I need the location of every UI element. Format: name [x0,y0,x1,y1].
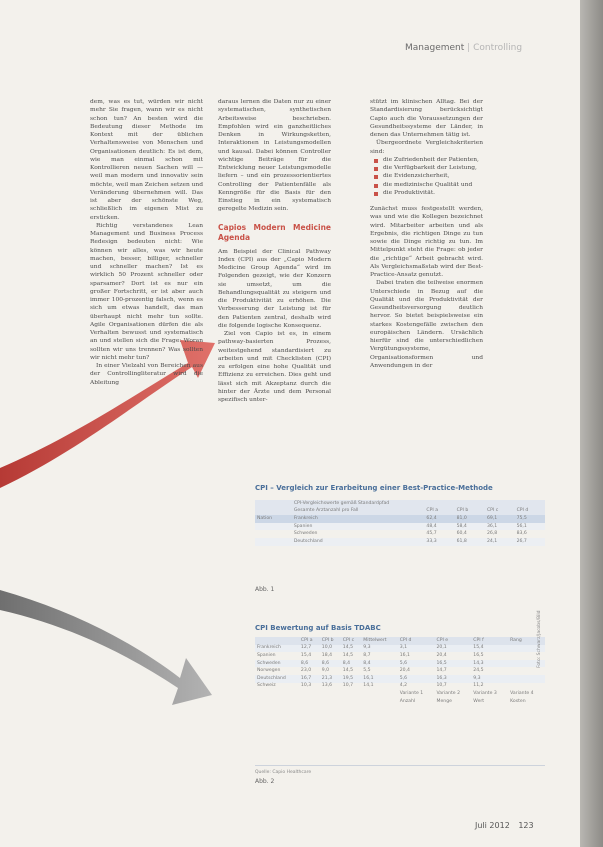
table-cell: 10,7 [342,683,354,689]
table-cell: 16,5 [435,660,472,668]
figure-1-title: CPI – Vergleich zur Erarbeitung einer Best-Practice-Methode [255,484,493,492]
table-cell: 16,1 [361,675,397,683]
table-cell: 81,0 [455,515,485,523]
table-footer-row [255,698,545,706]
table-cell: 36,1 [485,523,515,531]
table-cell: Variante 3 [473,691,497,697]
section-name: Management [405,43,465,53]
table-footer-row [255,690,545,698]
table-cell: 20,1 [435,645,472,653]
table-cell: CPI f [471,637,508,645]
table-cell: 19,5 [341,675,362,683]
list-item: die Verfügbarkeit der Leistung, [374,164,483,172]
table-cell: Spanien [292,523,425,531]
table-row [255,667,545,675]
table-cell: 16,5 [473,653,484,658]
paragraph: Richtig verstandenes Lean Management und Business Process Redesign bedeuten nicht: Wie können wir alles, was wir heute machen, besser, billiger, schneller und schneller machen? Ist es wirklich 50 Prozent schneller oder sparsamer? Dort ist es nur ein großer Fortschritt, er ist aber auch immer 100-prozentig falsch, wenn es sich um etwas handelt, das man überhaupt nicht mehr tun sollte. Agile Organisationen dürfen die als Verhalten bewusst und systematisch an und stellen sich die Frage: Woran sollten wir uns trennen? Was sollten wir nicht mehr tun? [90,222,203,361]
table-cell: 20,4 [436,653,447,658]
table-cell: CPI b [320,637,341,645]
table-cell: 15,4 [300,653,312,658]
figure-2-title: CPI Bewertung auf Basis TDABC [255,624,381,632]
paragraph: Übergeordnete Vergleichskriterien sind: [370,140,483,155]
page-footer [475,821,534,830]
table-row [255,645,545,653]
table-cell: Wert [473,699,485,705]
head-separator: | [467,43,471,53]
table-cell: Rang [508,637,545,645]
paragraph: dem, was es tut, würden wir nicht mehr Sie fragen, wann wir es nicht schon tun? An besten wird die Bedeutung dieser Methode im Kontext mit der üblichen Verhaltensweise von Menschen und Organisationen deutlich: Es ist dem, wie man einmal schon mit Kontrollieren neuen Sachen will — weil man modern und innovativ sein möchte, weil man Zeichen setzen und Veränderung übernehmen will. Das ist aber der schönste Weg, schließlich im eigenen Mist zu ersticken. [90,99,203,221]
table-cell: CPI c [341,637,362,645]
table-cell: 60,4 [456,531,467,537]
photo-credit: Foto: Schwarz/Jacobs/Bild [537,610,542,668]
table-cell: 14,7 [436,668,447,674]
table-cell: 14,5 [341,645,362,653]
table-rule [255,765,545,766]
table-header-row [255,637,545,645]
table-row [255,652,545,660]
page-edge-shadow [580,0,603,847]
table-row [255,538,545,546]
table-cell [255,508,292,516]
table-cell [361,698,397,706]
table-cell [299,698,320,706]
table-cell: Schweden [293,531,318,537]
table-cell: 21,3 [320,675,341,683]
table-cell [299,690,320,698]
table-cell: CPI d [398,637,435,645]
table-cell [255,530,292,538]
table-cell [341,698,362,706]
table-cell: 58,4 [455,523,485,531]
table-cell [320,690,341,698]
table-cell: 14,5 [342,653,354,658]
table-cell: 9,3 [361,645,397,653]
table-cell: Schweiz [257,683,276,689]
table-cell: 11,2 [473,683,484,689]
table-cell: CPI d [515,508,545,516]
table-cell: CPI c [485,508,515,516]
table-cell: 24,1 [485,538,515,546]
table-cell: 8,7 [363,653,371,658]
paragraph: stützt im klinischen Alltag. Bei der Standardisierung berücksichtigt Capio auch die Voraussetzungen der Gesundheitssysteme der Länder, in denen das Unternehmen tätig ist. [370,99,483,138]
section-heading: Capios Modern Medicine Agenda [218,222,331,242]
table-cell: 5,6 [398,660,435,668]
table-cell: 33,3 [424,538,454,546]
table-cell: CPI-Vergleichswerte gemäß Standardpfad [292,500,545,508]
table-cell [255,698,299,706]
table-cell [255,690,299,698]
table-cell: 14,1 [363,683,374,689]
table-cell: 23,0 [300,668,312,674]
table-cell: 3,1 [398,645,435,653]
table-cell: Mittelwert [361,637,397,645]
table-cell: Anzahl [399,699,416,705]
list-item: die Produktivität. [374,189,483,197]
table-cell: 83,6 [516,531,527,537]
table-cell: 5,5 [363,668,371,674]
grey-arrow-graphic [0,560,215,730]
table-cell: 8,6 [320,660,341,668]
table-cell: Variante 1 [399,691,424,697]
table-cell: 45,7 [426,531,437,537]
table-cell: 12,7 [299,645,320,653]
table-cell: 75,5 [515,515,545,523]
table-cell: 13,6 [321,683,333,689]
table-cell [508,675,545,683]
figure-1-caption: Abb. 1 [255,586,275,593]
table-cell: 5,6 [398,675,435,683]
table-cell [255,523,292,531]
table-cell: 14,3 [471,660,508,668]
paragraph: Am Beispiel der Clinical Pathway Index (CPI) aus der „Capio Modern Medicine Group Agenda“ wird im Folgenden gezeigt, wie der Konzern sie umsetzt, um die Behandlungsqualität zu steigern und die Produktivität zu erhöhen. Die Verbesserung der Leistung ist für den Patienten zentral, deshalb wird die folgende logische Konsequenz. [218,248,331,329]
table-row [255,523,545,531]
table-cell: 14,5 [342,668,354,674]
table-cell: Spanien [257,653,276,658]
table-cell: Variante 4 [510,691,534,697]
paragraph: daraus lernen die Daten nur zu einer systematischen, synthetischen Arbeitsweise beschrieben. Empfohlen wird ein ganzheitliches Denken in Wirkungsketten, Interaktionen in Leistungsmodellen und kausal. Dabei können Controller wichtige Beiträge für die Entwicklung neuer Leistungsmodelle liefern – und ein prozessorientiertes Controlling der Patientenfälle als Kenngröße für die Basis für den Einstieg in ein systematisch geregelte Medizin sein. [218,99,331,213]
table-cell: 10,0 [320,645,341,653]
list-item: die medizinische Qualität und [374,181,483,189]
table-cell: 62,4 [424,515,454,523]
table-cell [341,690,362,698]
table-cell [508,683,545,691]
table-cell: Kosten [510,699,526,705]
figure-2-caption: Abb. 2 [255,778,275,785]
table-cell: Deutschland [292,538,425,546]
table-header-row [255,500,545,508]
list-item: die Zufriedenheit der Patienten, [374,156,483,164]
list-item: die Evidenzsicherheit, [374,172,483,180]
page-number: 123 [518,821,534,830]
table-cell: 20,4 [399,668,410,674]
table-cell: 61,8 [455,538,485,546]
topic-name: Controlling [473,43,523,53]
text-column-2 [218,98,331,404]
table-cell [508,667,545,675]
table-cell: 18,4 [321,653,333,658]
table-row [255,530,545,538]
table-cell: Schweden [255,660,299,668]
source-note: Quelle: Capio Healthcare [255,770,312,775]
table-cell: Gesamte Arztanzahl pro Fall [292,508,425,516]
table-cell: Deutschland [255,675,299,683]
figure-2-table [255,637,545,706]
table-cell [361,690,397,698]
table-cell: 9,0 [321,668,330,674]
table-cell: Frankreich [292,515,425,523]
table-cell: CPI b [455,508,485,516]
table-cell: 15,4 [471,645,508,653]
table-cell: Frankreich [255,645,299,653]
table-row [255,660,545,668]
table-cell: 9,3 [471,675,508,683]
table-cell: 4,2 [399,683,408,689]
table-cell: CPI a [299,637,320,645]
criteria-list [370,156,483,197]
table-cell: 8,6 [299,660,320,668]
table-cell: Norwegen [257,668,281,674]
text-column-1 [90,98,203,387]
table-cell: 69,1 [485,515,515,523]
table-cell: 48,4 [424,523,454,531]
table-cell [255,538,292,546]
table-row [255,683,545,691]
table-cell: 56,1 [515,523,545,531]
table-cell: CPI e [435,637,472,645]
table-cell: Nation [255,515,292,523]
table-cell: 8,4 [361,660,397,668]
table-cell [255,637,299,645]
table-cell: 16,7 [299,675,320,683]
table-cell [320,698,341,706]
table-cell: 24,5 [473,668,484,674]
table-cell: 16,3 [435,675,472,683]
paragraph: In einer Vielzahl von Bereichen aus der Controllingliteratur wird die Ableitung [90,363,203,386]
text-column-3 [370,98,483,370]
table-cell: CPI a [424,508,454,516]
table-row [255,515,545,523]
paragraph: Dabei traten die teilweise enormen Unterschiede in Bezug auf die Qualität und die Produktivität der Gesundheitsversorgung deutlich hervor. So bietet beispielsweise ein starkes Kostengefälle zwischen den europäischen Ländern. Ursächlich hierfür sind die unterschiedlichen Vergütungssysteme, Organisationsformen und Anwendungen in der [370,280,483,369]
table-cell: 26,7 [515,538,545,546]
running-head [405,43,522,53]
table-cell: 26,8 [486,531,498,537]
paragraph: Ziel von Capio ist es, in einem pathway-basierten Prozess, weitestgehend standardisiert zu arbeiten und mit Checklisten (CPI) zu erfolgen eine hohe Qualität und Effizienz zu erreichen. Dies geht und lässt sich mit Akzeptanz durch die hinter der Ärzte und dem Personal spezifisch unter- [218,331,331,403]
paragraph: Zunächst muss festgestellt werden, was und wie die Kollegen bezeichnet wird. Mitarbeiter arbeiten und als Ergebnis, die richtigen Dinge zu tun sowie die Dinge richtig zu tun. Im Mittelpunkt steht die Frage: ob jeder die „richtige“ Arbeit gebracht wird. Als Vergleichsmaßstab wird der Best-Practice-Ansatz genutzt. [370,206,483,278]
table-cell: 8,4 [341,660,362,668]
table-cell: 10,3 [300,683,312,689]
table-cell: Menge [436,699,452,705]
table-cell: 16,1 [399,653,410,658]
table-row [255,675,545,683]
table-cell: 10,7 [436,683,447,689]
table-header-row [255,508,545,516]
table-cell [255,500,292,508]
figure-1-table [255,500,545,546]
table-cell: Variante 2 [436,691,461,697]
issue-date: Juli 2012 [475,821,510,830]
